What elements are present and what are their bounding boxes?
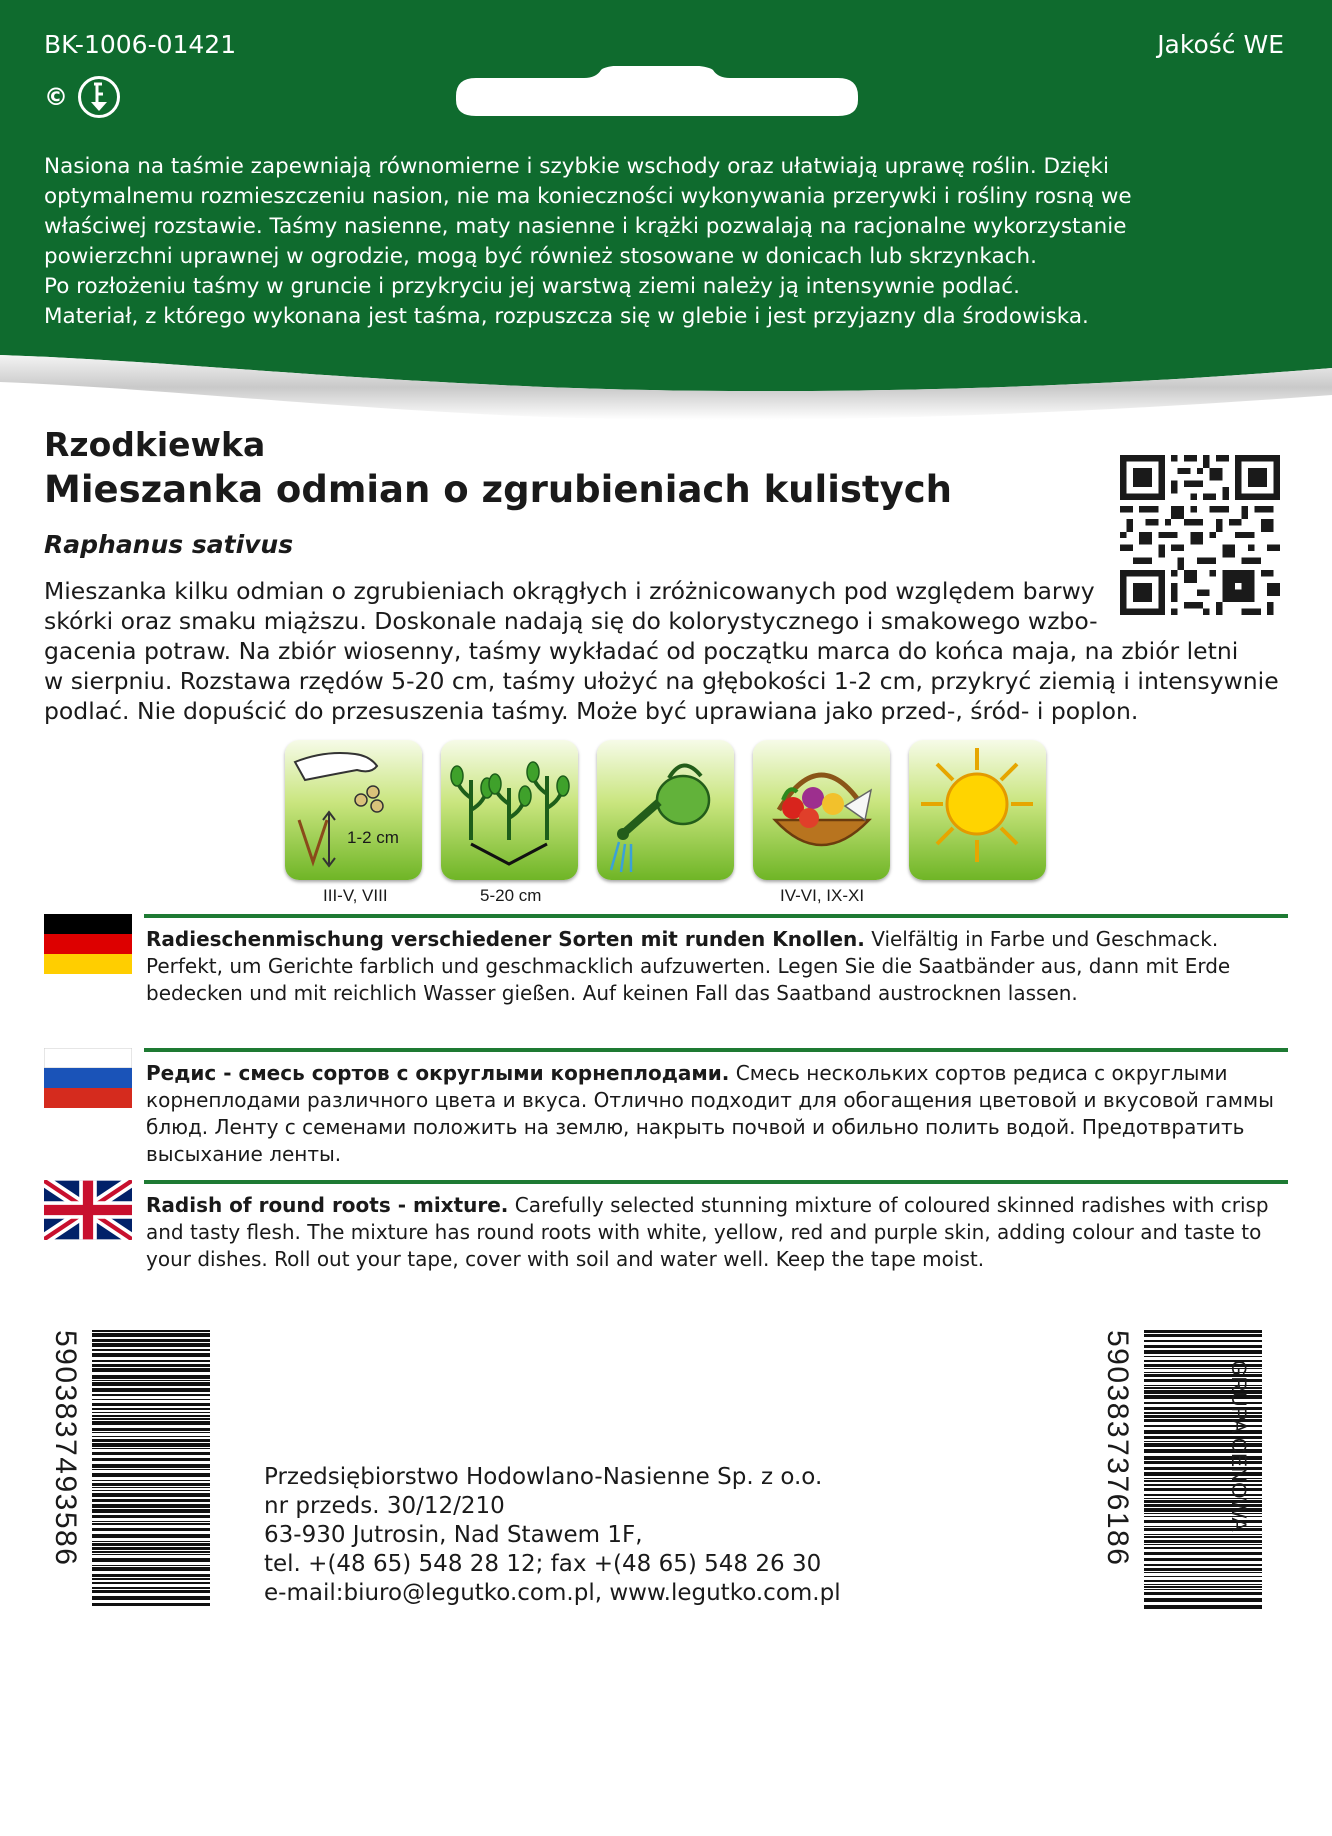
barcode-bar — [92, 1587, 210, 1589]
barcode-bar — [92, 1403, 210, 1406]
barcode-bar — [92, 1558, 210, 1562]
hanger-hole — [456, 66, 858, 116]
product-code: BK-1006-01421 — [44, 30, 237, 59]
spacing-icon — [441, 740, 578, 880]
german-section — [44, 914, 1288, 1024]
barcode-bar — [92, 1521, 210, 1522]
product-variety: Mieszanka odmian o zgrubieniach kulistych — [44, 468, 952, 511]
company-line: tel. +(48 65) 548 28 12; fax +(48 65) 548 26 30 — [264, 1551, 822, 1577]
barcode-bar — [1144, 1340, 1262, 1342]
barcode-bar — [92, 1452, 210, 1455]
barcode-bar — [1144, 1564, 1262, 1566]
barcode-bar — [92, 1469, 210, 1470]
barcode-bar — [92, 1490, 210, 1491]
barcode-bar — [92, 1528, 210, 1531]
barcode-bar — [92, 1551, 210, 1553]
barcode-bar — [92, 1534, 210, 1538]
intro-line: Nasiona na taśmie zapewniają równomierne i szybkie wschody oraz ułatwiają uprawę roślin. Dzięki — [44, 154, 1109, 179]
barcode-bar — [92, 1382, 210, 1386]
harvest-icon — [753, 740, 890, 880]
sowing-icon — [285, 740, 422, 880]
barcode-bar — [1144, 1589, 1262, 1590]
depth-label: 1-2 cm — [347, 828, 399, 847]
intro-line: właściwej rozstawie. Taśmy nasienne, maty nasienne i krążki pozwalają na racjonalne wykorzystanie — [44, 214, 1127, 239]
sowing-caption: III-V, VIII — [323, 886, 388, 905]
section-divider — [144, 1048, 1288, 1052]
barcode-bar — [1144, 1534, 1262, 1535]
barcode-bar — [92, 1515, 210, 1518]
russian-body: Смесь нескольких сортов редиса с округлыми корнеплодами различного цвета и вкуса. Отлично подходит для обогащения цветовой и вкусовой гаммы блюд. Ленту с семенами положить на землю, накрыть почвой и обильно полить водой. Предотвратить высыхание ленты. — [146, 1061, 1274, 1166]
barcode-bar — [92, 1582, 210, 1584]
barcode-bar — [1144, 1572, 1262, 1573]
company-line: 63-930 Jutrosin, Nad Stawem 1F, — [264, 1522, 643, 1548]
barcode-bar — [92, 1590, 210, 1593]
product-description — [44, 576, 1284, 726]
barcode-bar — [92, 1596, 210, 1600]
barcode-digits — [1101, 1330, 1138, 1610]
barcode-bar — [92, 1428, 210, 1431]
uk-flag-icon — [44, 1180, 132, 1240]
english-title: Radish of round roots - mixture. — [146, 1193, 509, 1217]
grupa-cenowa-label: GRUPA CENOWA — [1227, 1360, 1250, 1532]
german-text — [146, 926, 1288, 1007]
intro-line: optymalnemu rozmieszczeniu nasion, nie ma konieczności wykonywania przerywki i rośliny rosną we — [44, 184, 1132, 209]
latin-name: Raphanus sativus — [44, 530, 294, 559]
barcode-left — [49, 1330, 212, 1610]
barcode-bar — [1144, 1350, 1262, 1354]
quality-label: Jakość WE — [1157, 30, 1284, 59]
barcode-bar — [1144, 1576, 1262, 1577]
harvest-caption: IV-VI, IX-XI — [780, 886, 865, 905]
section-divider — [144, 914, 1288, 918]
barcode-bar — [92, 1541, 210, 1542]
company-line: e-mail:biuro@legutko.com.pl, www.legutko.com.pl — [264, 1580, 841, 1606]
barcode-bar — [92, 1493, 210, 1497]
company-info — [264, 1463, 841, 1608]
barcode-bar — [1144, 1586, 1262, 1588]
marks-row — [44, 76, 120, 118]
barcode-bar — [92, 1394, 210, 1396]
barcode-bar — [92, 1603, 210, 1606]
barcode-bar — [92, 1375, 210, 1379]
barcode-bar — [92, 1565, 210, 1566]
barcode-bar — [92, 1523, 210, 1525]
barcode-bar — [1144, 1580, 1262, 1582]
f-mark-icon — [78, 76, 120, 118]
barcode-bar — [92, 1567, 210, 1571]
barcode-bar — [1144, 1558, 1262, 1561]
barcode-bar — [92, 1399, 210, 1400]
barcode-bar — [92, 1432, 210, 1433]
german-body: Vielfältig in Farbe und Geschmack. Perfekt, um Gerichte farblich und geschmacklich aufzuwerten. Legen Sie die Saatbänder aus, dann mit Erde bedecken und mit reichlich Wasser gießen. Auf keinen Fall das Saatband austrocknen lassen. — [146, 927, 1231, 1005]
barcode-bar — [92, 1418, 210, 1420]
german-title: Radieschenmischung verschiedener Sorten mit runden Knollen. — [146, 927, 865, 951]
barcode-bar — [92, 1547, 210, 1550]
barcode-bar — [92, 1480, 210, 1481]
intro-text — [44, 152, 1294, 332]
barcode-bar — [92, 1436, 210, 1437]
barcode-bar — [92, 1364, 210, 1367]
english-section — [44, 1180, 1288, 1280]
barcode-bar — [1144, 1356, 1262, 1357]
barcode-bar — [1144, 1334, 1262, 1337]
barcode-bar — [92, 1473, 210, 1477]
barcode-bar — [92, 1343, 210, 1347]
description-line: podlać. Nie dopuścić do przesuszenia taśmy. Może być uprawiana jako przed-, śród- i poplon. — [44, 697, 1139, 725]
barcode-bar — [92, 1483, 210, 1486]
barcode-bar — [1144, 1605, 1262, 1609]
barcode-bar — [92, 1464, 210, 1468]
barcode-bar — [92, 1380, 210, 1381]
barcode-bar — [92, 1439, 210, 1442]
barcode-bar — [92, 1415, 210, 1417]
barcode-bar — [92, 1330, 210, 1332]
barcode-bar — [1144, 1547, 1262, 1549]
sun-icon — [909, 740, 1046, 880]
barcode-bar — [92, 1458, 210, 1461]
barcode-bar — [92, 1349, 210, 1351]
barcode-bar — [92, 1368, 210, 1372]
barcode-number: 5903837493586 — [49, 1330, 82, 1567]
barcode-bar — [1144, 1552, 1262, 1555]
header-banner — [0, 0, 1332, 430]
english-text — [146, 1192, 1288, 1273]
russian-text — [146, 1060, 1288, 1168]
english-body: Carefully selected stunning mixture of coloured skinned radishes with crisp and tasty flesh. The mixture has round roots with white, yellow, red and purple skin, adding colour and taste to your dishes. Roll out your tape, cover with soil and water well. Keep the tape moist. — [146, 1193, 1269, 1271]
barcode-bar — [92, 1504, 210, 1508]
product-name: Rzodkiewka — [44, 425, 266, 464]
russian-section — [44, 1048, 1288, 1166]
spacing-caption: 5-20 cm — [480, 886, 542, 905]
description-line: w sierpniu. Rozstawa rzędów 5-20 cm, taśmy ułożyć na głębokości 1-2 cm, przykryć ziemią i intensywnie — [44, 667, 1279, 695]
barcode-bar — [92, 1388, 210, 1392]
barcode-bar — [1144, 1598, 1262, 1602]
barcode-bar — [92, 1412, 210, 1413]
barcode-bar — [92, 1333, 210, 1337]
barcode-bar — [92, 1353, 210, 1357]
barcode-bar — [1144, 1345, 1262, 1348]
barcode-bar — [1144, 1330, 1262, 1333]
barcode-bar — [1144, 1544, 1262, 1545]
watering-icon — [597, 740, 734, 880]
barcode-bar — [1144, 1536, 1262, 1538]
intro-line: Po rozłożeniu taśmy w gruncie i przykryciu jej warstwą ziemi należy ją intensywnie podlać. — [44, 274, 1020, 299]
barcode-bar — [1144, 1540, 1262, 1543]
description-line: gacenia potraw. Na zbiór wiosenny, taśmy wykładać od początku marca do końca maja, na zbiór letni — [44, 637, 1239, 665]
barcode-digits — [49, 1330, 86, 1610]
description-line: skórki oraz smaku miąższu. Doskonale nadają się do kolorystycznego i smakowego wzbo- — [44, 607, 1098, 635]
russian-title: Редис - смесь сортов с округлыми корнеплодами. — [146, 1061, 730, 1085]
barcode-bar — [1144, 1584, 1262, 1585]
description-line: Mieszanka kilku odmian o zgrubieniach okrągłych i zróżnicowanych pod względem barwy — [44, 577, 1095, 605]
barcode-bar — [1144, 1592, 1262, 1595]
intro-line: powierzchni uprawnej w ogrodzie, mogą być również stosowane w donicach lub skrzynkach. — [44, 244, 1037, 269]
section-divider — [144, 1180, 1288, 1184]
cultivation-icons — [285, 740, 1045, 910]
barcode-bar — [92, 1499, 210, 1502]
barcode-bar — [92, 1574, 210, 1577]
barcode-bar — [92, 1339, 210, 1342]
german-flag-icon — [44, 914, 132, 974]
barcode-bar — [92, 1443, 210, 1447]
barcode-bar — [92, 1509, 210, 1513]
copyright-icon: © — [44, 83, 68, 111]
barcode-bar — [92, 1578, 210, 1580]
russian-flag-icon — [44, 1048, 132, 1108]
barcode-bar — [92, 1554, 210, 1555]
company-line: Przedsiębiorstwo Hodowlano-Nasienne Sp. z o.o. — [264, 1464, 823, 1490]
barcode-bar — [92, 1408, 210, 1410]
barcode-bar — [92, 1487, 210, 1488]
barcode-bar — [1144, 1568, 1262, 1571]
barcode-bar — [92, 1448, 210, 1449]
barcode-bar — [92, 1421, 210, 1425]
barcode-number: 5903837376186 — [1101, 1330, 1134, 1567]
barcode-bar — [92, 1360, 210, 1362]
company-line: nr przeds. 30/12/210 — [264, 1493, 505, 1519]
barcode-bar — [92, 1543, 210, 1546]
intro-line: Materiał, z którego wykonana jest taśma, rozpuszcza się w glebie i jest przyjazny dla środowiska. — [44, 304, 1089, 329]
